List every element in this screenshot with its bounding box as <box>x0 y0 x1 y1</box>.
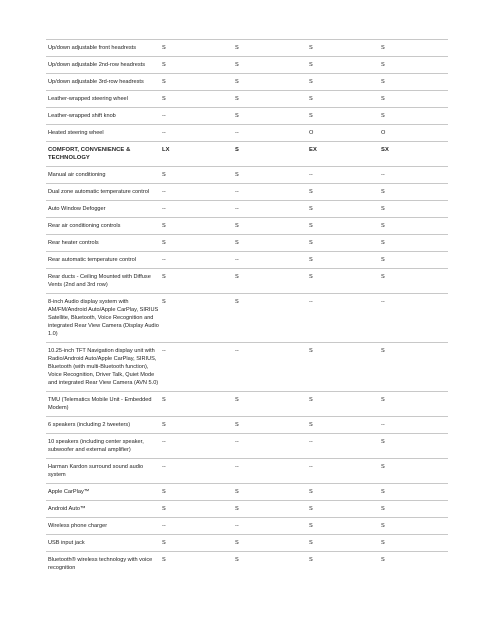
trim-lx-value: S <box>159 235 232 252</box>
trim-s-value: S <box>232 269 306 294</box>
trim-ex-value: S <box>306 201 378 218</box>
feature-name: Auto Window Defogger <box>46 201 159 218</box>
trim-lx-value: S <box>159 294 232 343</box>
trim-sx-value: S <box>378 501 448 518</box>
table-row <box>46 201 448 218</box>
trim-ex-value: S <box>306 184 378 201</box>
trim-lx-value: S <box>159 535 232 552</box>
trim-ex-value: S <box>306 269 378 294</box>
trim-lx-value: S <box>159 392 232 417</box>
trim-s-value: S <box>232 218 306 235</box>
feature-name: Leather-wrapped shift knob <box>46 108 159 125</box>
trim-s-value: S <box>232 91 306 108</box>
table-row <box>46 57 448 74</box>
trim-s-value: S <box>232 57 306 74</box>
trim-lx-value: S <box>159 40 232 57</box>
trim-s-value: -- <box>232 125 306 142</box>
trim-s-value: S <box>232 40 306 57</box>
trim-lx-value: S <box>159 501 232 518</box>
trim-s-value: -- <box>232 434 306 459</box>
trim-sx-value: S <box>378 484 448 501</box>
table-row <box>46 392 448 417</box>
trim-lx-value: S <box>159 91 232 108</box>
feature-name: 8-inch Audio display system with AM/FM/Android Auto/Apple CarPlay, SIRIUS Satellite, Bluetooth, Voice Recognition and integrated Rear View Camera (Display Audio 1.0) <box>46 294 159 343</box>
trim-sx-value: S <box>378 108 448 125</box>
feature-name: Wireless phone charger <box>46 518 159 535</box>
trim-lx-value: -- <box>159 343 232 392</box>
feature-name: Bluetooth® wireless technology with voice recognition <box>46 552 159 577</box>
section-header-row <box>46 142 448 167</box>
table-row <box>46 269 448 294</box>
trim-sx-value: S <box>378 184 448 201</box>
trim-s-value: S <box>232 552 306 577</box>
trim-ex-value: -- <box>306 167 378 184</box>
table-row <box>46 108 448 125</box>
feature-name: Leather-wrapped steering wheel <box>46 91 159 108</box>
trim-lx-value: S <box>159 417 232 434</box>
feature-name: 10 speakers (including center speaker, subwoofer and external amplifier) <box>46 434 159 459</box>
trim-s-value: S <box>232 142 306 167</box>
table-row <box>46 167 448 184</box>
feature-name: Apple CarPlay™ <box>46 484 159 501</box>
trim-lx-value: -- <box>159 125 232 142</box>
trim-s-value: S <box>232 392 306 417</box>
trim-ex-value: S <box>306 484 378 501</box>
table-row <box>46 417 448 434</box>
feature-name: 6 speakers (including 2 tweeters) <box>46 417 159 434</box>
feature-name: Android Auto™ <box>46 501 159 518</box>
trim-ex-value: -- <box>306 459 378 484</box>
trim-s-value: S <box>232 294 306 343</box>
trim-s-value: -- <box>232 184 306 201</box>
trim-s-value: -- <box>232 201 306 218</box>
trim-sx-value: S <box>378 459 448 484</box>
feature-name: Heated steering wheel <box>46 125 159 142</box>
table-row <box>46 74 448 91</box>
trim-s-value: -- <box>232 459 306 484</box>
table-row <box>46 184 448 201</box>
trim-ex-value: S <box>306 91 378 108</box>
trim-ex-value: S <box>306 235 378 252</box>
table-row <box>46 91 448 108</box>
trim-ex-value: S <box>306 501 378 518</box>
trim-lx-value: S <box>159 218 232 235</box>
spec-sheet <box>46 39 448 576</box>
table-body <box>46 40 448 577</box>
trim-lx-value: S <box>159 269 232 294</box>
table-row <box>46 501 448 518</box>
trim-sx-value: S <box>378 218 448 235</box>
feature-name: Up/down adjustable 2nd-row headrests <box>46 57 159 74</box>
feature-name: USB input jack <box>46 535 159 552</box>
trim-lx-value: -- <box>159 108 232 125</box>
trim-lx-value: -- <box>159 201 232 218</box>
table-row <box>46 459 448 484</box>
trim-ex-value: S <box>306 218 378 235</box>
trim-ex-value: S <box>306 343 378 392</box>
table-row <box>46 484 448 501</box>
trim-ex-value: S <box>306 518 378 535</box>
trim-sx-value: S <box>378 235 448 252</box>
feature-name: Up/down adjustable front headrests <box>46 40 159 57</box>
feature-name: Rear ducts - Ceiling Mounted with Diffuse Vents (2nd and 3rd row) <box>46 269 159 294</box>
trim-lx-value: S <box>159 57 232 74</box>
trim-ex-value: S <box>306 417 378 434</box>
feature-name: 10.25-inch TFT Navigation display unit with Radio/Android Auto/Apple CarPlay, SIRIUS, Bluetooth (with multi-Bluetooth function), Voice Recognition, Driver Talk, Quiet Mode and integrated Rear View Camera (AVN 5.0) <box>46 343 159 392</box>
trim-s-value: S <box>232 501 306 518</box>
trim-lx-value: S <box>159 552 232 577</box>
trim-sx-value: S <box>378 518 448 535</box>
feature-availability-table <box>46 39 448 576</box>
trim-lx-value: S <box>159 167 232 184</box>
trim-sx-value: S <box>378 40 448 57</box>
feature-name: TMU (Telematics Mobile Unit - Embedded Modem) <box>46 392 159 417</box>
table-row <box>46 535 448 552</box>
trim-lx-value: -- <box>159 184 232 201</box>
trim-s-value: S <box>232 235 306 252</box>
feature-name: Rear automatic temperature control <box>46 252 159 269</box>
table-row <box>46 235 448 252</box>
trim-lx-value: -- <box>159 459 232 484</box>
table-row <box>46 125 448 142</box>
trim-sx-value: S <box>378 434 448 459</box>
trim-s-value: S <box>232 108 306 125</box>
feature-name: Dual zone automatic temperature control <box>46 184 159 201</box>
trim-lx-value: S <box>159 74 232 91</box>
table-row <box>46 40 448 57</box>
trim-sx-value: S <box>378 535 448 552</box>
trim-lx-value: S <box>159 484 232 501</box>
trim-ex-value: S <box>306 108 378 125</box>
trim-sx-value: S <box>378 552 448 577</box>
trim-s-value: S <box>232 74 306 91</box>
table-row <box>46 252 448 269</box>
feature-name: Rear air conditioning controls <box>46 218 159 235</box>
trim-ex-value: S <box>306 74 378 91</box>
feature-name: Harman Kardon surround sound audio system <box>46 459 159 484</box>
trim-sx-value: SX <box>378 142 448 167</box>
trim-ex-value: S <box>306 252 378 269</box>
trim-sx-value: S <box>378 201 448 218</box>
feature-name: Manual air conditioning <box>46 167 159 184</box>
trim-ex-value: -- <box>306 294 378 343</box>
feature-name: Up/down adjustable 3rd-row headrests <box>46 74 159 91</box>
trim-ex-value: S <box>306 535 378 552</box>
trim-sx-value: -- <box>378 417 448 434</box>
table-row <box>46 343 448 392</box>
trim-ex-value: EX <box>306 142 378 167</box>
trim-ex-value: -- <box>306 434 378 459</box>
trim-s-value: -- <box>232 343 306 392</box>
trim-lx-value: -- <box>159 252 232 269</box>
trim-sx-value: S <box>378 91 448 108</box>
trim-ex-value: S <box>306 552 378 577</box>
trim-ex-value: S <box>306 392 378 417</box>
trim-ex-value: S <box>306 57 378 74</box>
trim-sx-value: -- <box>378 294 448 343</box>
trim-sx-value: S <box>378 74 448 91</box>
trim-ex-value: S <box>306 40 378 57</box>
table-row <box>46 294 448 343</box>
trim-sx-value: S <box>378 392 448 417</box>
trim-s-value: S <box>232 417 306 434</box>
feature-name: Rear heater controls <box>46 235 159 252</box>
trim-s-value: -- <box>232 518 306 535</box>
trim-s-value: -- <box>232 252 306 269</box>
table-row <box>46 518 448 535</box>
trim-sx-value: -- <box>378 167 448 184</box>
section-title: COMFORT, CONVENIENCE & TECHNOLOGY <box>46 142 159 167</box>
trim-lx-value: LX <box>159 142 232 167</box>
trim-lx-value: -- <box>159 518 232 535</box>
table-row <box>46 552 448 577</box>
table-row <box>46 218 448 235</box>
trim-sx-value: S <box>378 57 448 74</box>
trim-s-value: S <box>232 535 306 552</box>
trim-sx-value: S <box>378 269 448 294</box>
trim-s-value: S <box>232 484 306 501</box>
trim-sx-value: S <box>378 252 448 269</box>
trim-ex-value: O <box>306 125 378 142</box>
trim-sx-value: S <box>378 343 448 392</box>
trim-lx-value: -- <box>159 434 232 459</box>
table-row <box>46 434 448 459</box>
trim-sx-value: O <box>378 125 448 142</box>
trim-s-value: S <box>232 167 306 184</box>
